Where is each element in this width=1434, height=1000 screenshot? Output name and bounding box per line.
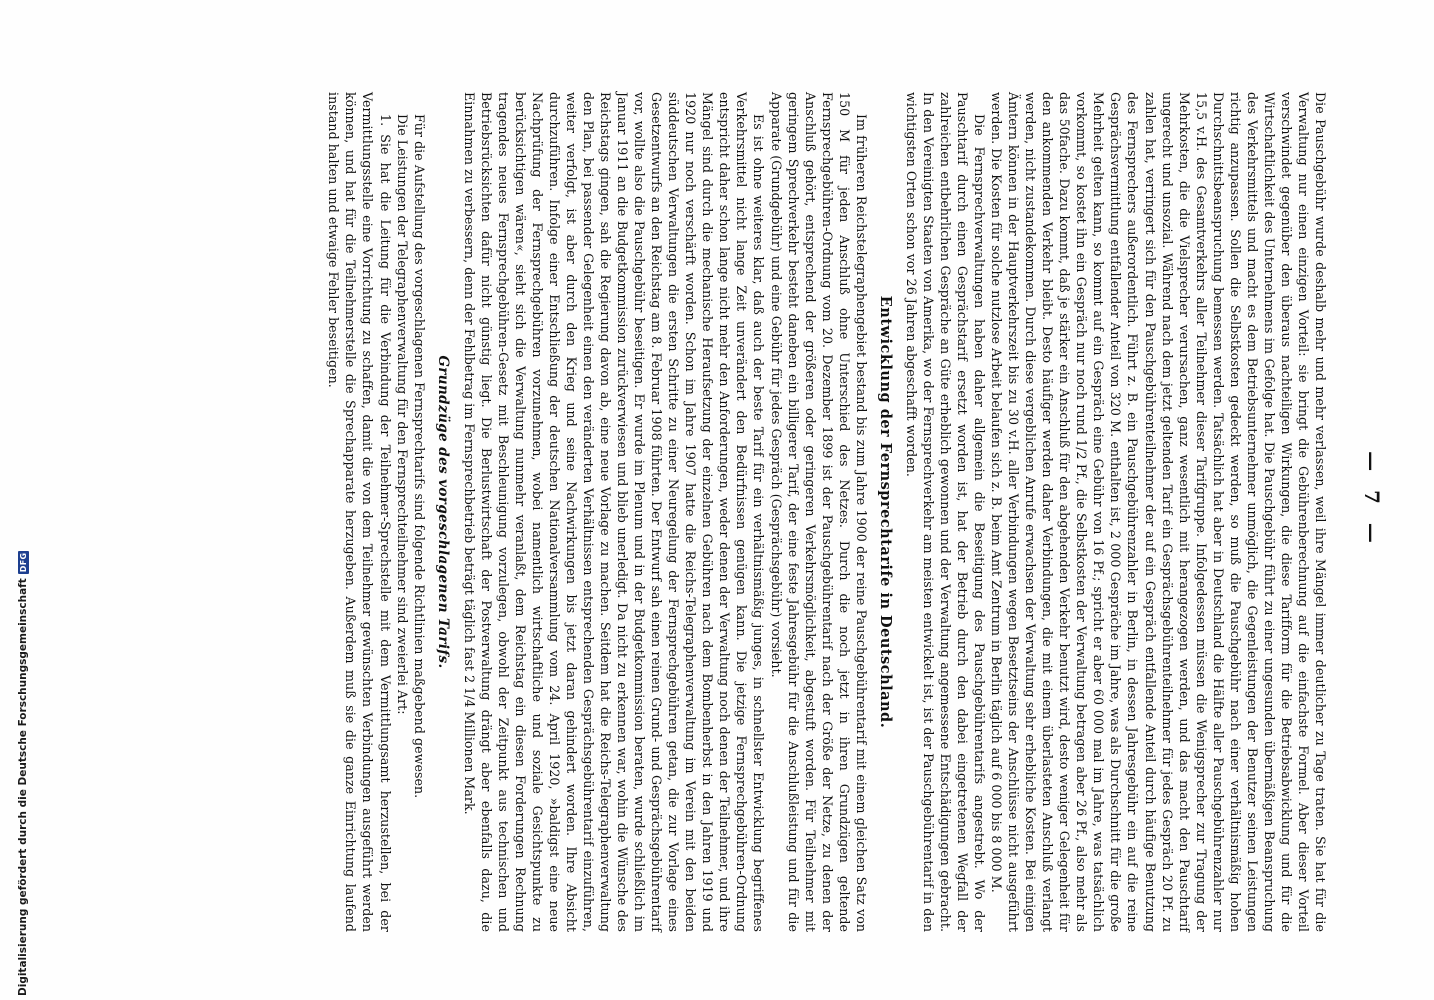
paragraph: Im früheren Reichstelegraphengebiet bestand bis zum Jahre 1900 der reine Pauschgebührentarif mit einem gleichen Satz von 150 M für jeden Anschluß ohne Unterschied des Netzes. Durch die noch jetzt in ihren Grundzügen geltende Fernsprechgebühren-Ordnung vom 20. Dezember 1899 ist der Pauschgebührentarif nach der Größe der Netze, zu denen der Anschluß gehört, entsprechend der größeren oder geringeren Verkehrsmöglichkeit, abgestuft worden. Für Teilnehmer mit geringem Sprechverkehr besteht daneben ein billigerer Tarif, der eine feste Jahresgebühr für die Anschlußleistung und für die Apparate (Grundgebühr) und eine Gebühr für jedes Gespräch (Gesprächsgebühr) vorsieht.	[768, 92, 869, 932]
dfg-logo: DFG	[18, 552, 28, 573]
page-number: — 7 —	[1360, 451, 1384, 549]
credit-text: Digitalisierung gefördert durch die Deutsche Forschungsgemeinschaft	[17, 578, 29, 996]
paragraph: 1. Sie hat die Leitung für die Verbindung der Teilnehmer-Sprechstelle mit dem Vermittlungsamt herzustellen, bei der Vermittlungsstelle eine Vorrichtung zu schaffen, damit die von dem Teilnehmer gewünschten Verbindungen ausgeführt werden können, und hat für die Teilnehmerstelle die Sprechapparate herzugeben. Außerdem muß sie die ganze Einrichtung laufend instand halten und etwaige Fehler beseitigen.	[326, 92, 393, 932]
paragraph: Die Pauschgebühr wurde deshalb mehr und mehr verlassen, weil ihre Mängel immer deutlicher zu Tage traten. Sie hat für die Verwaltung nur einen einzigen Vorteil: sie bringt die Gebührenberechnung auf die einfachste Formel. Aber dieser Vorteil verschwindet gegenüber den überaus nachteiligen Wirkungen, die diese Tarifform für die Betriebsabwicklung und für die Wirtschaftlichkeit des Unternehmens im Gefolge hat. Die Pauschgebühr führt zu einer ungesunden übermäßigen Beanspruchung des Verkehrsmittels und macht es dem Betriebsunternehmer unmöglich, die Gegenleistungen der Benutzer seinen Leistungen richtig anzupassen. Sollen die Selbstkosten gedeckt werden, so muß die Pauschgebühr nach einer verhältnismäßig hohen Durchschnittsbeanspruchung bemessen werden. Tatsächlich hat aber in Deutschland die Hälfte aller Pauschgebührenzahler nur 15,5 v.H. des Gesamtverkehrs aller Teilnehmer dieser Tarifgruppe. Infolgedessen müssen die Wenigsprecher zur Tragung der Mehrkosten, die die Vielsprecher verursachen, ganz wesentlich mit herangezogen werden, und das macht den Pauschtarif ungerecht und unsozial. Während nach dem jetzt geltenden Tarif ein Gesprächsgebührenteilnehmer für jedes Gespräch 20 Pf. zu zahlen hat, verringert sich für den Pauschgebührenteilnehmer der auf ein Gespräch entfallende Anteil durch häufige Benutzung des Fernsprechers außerordentlich. Führt z. B. ein Pauschgebührenzahler in Berlin, in dessen Jahresgebühr ein auf die reine Gesprächsvermittlung entfallender Anteil von 320 M. enthalten ist, 2 000 Gespräche im Jahre, was als Durchschnitt für die große Mehrheit gelten kann, so kommt auf ein Gespräch eine Gebühr von 16 Pf.; spricht er aber 60 000 mal im Jahre, was tatsächlich vorkommt, so kostet ihn ein Gespräch nur noch rund 1/2 Pf., die Selbstkosten der Verwaltung betragen aber 26 Pf., also mehr als das 50fache. Dazu kommt, daß je stärker ein Anschluß für den abgehenden Verkehr benutzt wird, desto weniger Gelegenheit für den ankommenden Verkehr bleibt. Desto häufiger werden daher Verbindungen, die mit einem überlasteten Anschluß verlangt werden, nicht zustandekommen. Durch diese vergeblichen Anrufe erwachsen der Verwaltung sehr erhebliche Kosten. Bei einigen Ämtern können in der Hauptverkehrszeit bis zu 30 v.H. aller Verbindungen wegen Besetztseins der Anschlüsse nicht ausgeführt werden. Die Kosten für solche nutzlose Arbeit belaufen sich z. B. beim Amt Zentrum in Berlin täglich auf 6 000 bis 8 000 M.	[989, 92, 1328, 932]
page-body	[325, 92, 1329, 932]
section-heading: Entwicklung der Fernsprechtarife in Deutschland.	[876, 295, 894, 729]
paragraph: Für die Aufstellung des vorgeschlagenen Fernsprechtarifs sind folgende Richtlinien maßgebend gewesen.	[411, 114, 427, 799]
paragraph: Die Leistungen der Telegraphenverwaltung für den Fernsprechteilnehmer sind zweierlei Art:	[394, 114, 410, 715]
section-heading: Grundzüge des vorgeschlagenen Tarifs.	[434, 355, 451, 669]
digitization-credit	[2, 0, 29, 1000]
paragraph: Es ist ohne weiteres klar, daß auch der beste Tarif für ein verhältnismäßig junges, in schnellster Entwicklung begriffenes Verkehrsmittel nicht lange Zeit unverändert den Bedürfnissen genügen kann. Die jetzige Fernsprechgebühren-Ordnung entspricht daher schon lange nicht mehr den Anforderungen, weder denen der Verwaltung noch denen der Teilnehmer, und ihre Mängel sind durch die mechanische Heraufsetzung der einzelnen Gebühren nach dem Bombenherbst in den Jahren 1919 und 1920 nur noch verschärft worden. Schon im Jahre 1907 hatte die Reichs-Telegraphenverwaltung im Verein mit den beiden süddeutschen Verwaltungen die ersten Schritte zu einer Neuregelung der Fernsprechgebühren getan, die zur Vorlage eines Gesetzentwurfs an den Reichstag am 8. Februar 1908 führten. Der Entwurf sah einen reinen Grund- und Gesprächsgebührentarif vor, wollte also die Pauschgebühr beseitigen. Er wurde im Plenum und in der Budgetkommission beraten, wurde schließlich im Januar 1911 an die Budgetkommission zurückverwiesen und blieb unerledigt. Da nicht zu erkennen war, wohin die Wünsche des Reichstags gingen, sah die Regierung davon ab, eine neue Vorlage zu machen. Seitdem hat die Reichs-Telegraphenverwaltung den Plan, bei passender Gelegenheit einen den veränderten Verhältnissen entsprechenden Gesprächsgebührentarif einzuführen, weiter verfolgt, ist aber durch den Krieg und seine Nachwirkungen bis jetzt daran gehindert worden. Ihre Absicht durchzuführen. Infolge einer Entschließung der deutschen Nationalversammlung vom 24. April 1920, »baldigst eine neue Nachprüfung der Fernsprechgebühren vorzunehmen, wobei namentlich wirtschaftliche und soziale Gesichtspunkte zu berücksichtigen wären«, sieht sich die Verwaltung nunmehr veranlaßt, dem Reichstag ein diesen Forderungen Rechnung tragendes neues Fernsprechgebühren-Gesetz mit Beschleunigung vorzulegen, obwohl der Zeitpunkt aus technischen und Betriebsrücksichten dafür nicht günstig liegt. Die Berlustwirtschaft der Postverwaltung drängt aber ebenfalls dazu, die Einnahmen zu verbessern, denn der Fehlbetrag im Fernsprechbetrieb beträgt täglich fast 2 1/4 Millionen Mark.	[461, 92, 767, 932]
paragraph: Die Fernsprechverwaltungen haben daher allgemein die Beseitigung des Pauschgebührentarifs angestrebt. Wo der Pauschtarif durch einen Gesprächstarif ersetzt worden ist, hat der Betrieb durch den dabei eingetretenen Wegfall der zahlreichen entbehrlichen Gespräche an Güte erheblich gewonnen und der Verwaltung angemessene Entschädigungen gebracht. In den Vereinigten Staaten von Amerika, wo der Fernsprechverkehr am meisten entwickelt ist, ist der Pauschgebührentarif in den wichtigsten Orten schon vor 26 Jahren abgeschafft worden.	[903, 92, 988, 932]
